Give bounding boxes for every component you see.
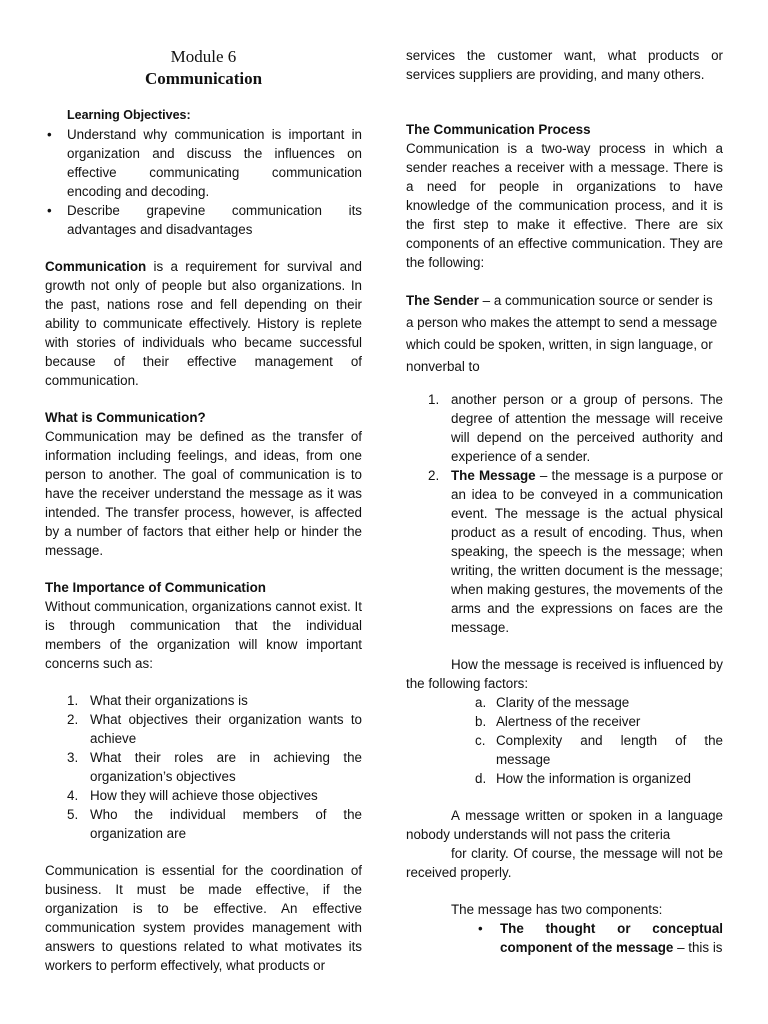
- list-item: 1. another person or a group of persons. The degree of attention the message will receive will depend on the perceived authority and experience of a sender.: [428, 392, 723, 464]
- list-item: 4. How they will achieve those objectives: [67, 788, 318, 803]
- sender-paragraph: The Sender – a communication source or sender is a person who makes the attempt to send a message which could be spoken, written, in sign language, or nonverbal to: [406, 293, 718, 374]
- importance-heading: The Importance of Communication: [45, 580, 266, 595]
- message-components-list: [406, 919, 723, 957]
- list-item: • The thought or conceptual component of the message – this is: [478, 921, 723, 955]
- list-item: b. Alertness of the receiver: [475, 714, 641, 729]
- list-item: 5. Who the individual members of the organization are: [67, 807, 362, 841]
- list-item: • Describe grapevine communication its advantages and disadvantages: [47, 203, 362, 237]
- two-components-paragraph: The message has two components:: [451, 902, 663, 917]
- clarity-paragraph-a: A message written or spoken in a language nobody understands will not pass the criteria: [406, 808, 723, 842]
- bullet-icon: •: [47, 203, 52, 218]
- list-item: 2. What objectives their organization wants to achieve: [67, 712, 362, 746]
- list-item: • Understand why communication is important in organization and discuss the influences on effective communicating communication encoding and decoding.: [47, 127, 362, 199]
- list-item: c. Complexity and length of the message: [475, 733, 723, 767]
- page-title: Communication: [144, 69, 263, 88]
- importance-paragraph: Without communication, organizations cannot exist. It is through communication that the individual members of the organization will know important concerns such as:: [45, 599, 362, 671]
- module-number: Module 6: [170, 47, 237, 66]
- concerns-list: [45, 691, 362, 843]
- what-paragraph: Communication may be defined as the transfer of information including feelings, and ideas, from one person to another. The goal of communication is to have the receiver understand the message as it was intended. The transfer process, however, is affected by a number of factors that either help or hinder the message.: [45, 429, 362, 558]
- intro-paragraph: Communication is a requirement for survival and growth not only of people but also organizations. In the past, nations rose and fell depending on their ability to communicate effectively. History is replete with stories of individuals who became successful because of their effective management of communication.: [45, 259, 362, 388]
- list-item: a. Clarity of the message: [475, 695, 630, 710]
- components-list: [406, 390, 723, 637]
- objectives-list: [45, 125, 362, 239]
- continued-paragraph: services the customer want, what products or services suppliers are providing, and many others.: [406, 48, 723, 82]
- list-item: 2. The Message – the message is a purpose or an idea to be conveyed in a communication event. The message is the actual physical product as a result of encoding. Thus, when speaking, the speech is the message; when writing, the written document is the message; when making gestures, the movements of the arms and the expressions on faces are the message.: [428, 468, 723, 635]
- right-column: [406, 0, 723, 957]
- bullet-icon: •: [478, 921, 483, 936]
- list-item: 1. What their organizations is: [67, 693, 248, 708]
- received-paragraph: How the message is received is influenced by the following factors:: [406, 657, 723, 691]
- factors-list: [406, 693, 723, 788]
- bullet-icon: •: [47, 127, 52, 142]
- what-heading: What is Communication?: [45, 410, 206, 425]
- essential-paragraph: Communication is essential for the coordination of business. It must be made effective, if the organization is to be effective. An effective communication system provides management with answers to questions related to what motivates its workers to perform effectively, what products or: [45, 863, 362, 973]
- clarity-paragraph-b: for clarity. Of course, the message will not be received properly.: [406, 846, 723, 880]
- left-column: [45, 0, 362, 975]
- learning-objectives-heading: Learning Objectives:: [67, 108, 191, 122]
- process-paragraph: Communication is a two-way process in which a sender reaches a receiver with a message. There is a need for people in organizations to have knowledge of the communication process, and it is the first step to make it effective. There are six components of an effective communication. They are the following:: [406, 141, 723, 270]
- list-item: 3. What their roles are in achieving the organization’s objectives: [67, 750, 362, 784]
- process-heading: The Communication Process: [406, 122, 591, 137]
- list-item: d. How the information is organized: [475, 771, 692, 786]
